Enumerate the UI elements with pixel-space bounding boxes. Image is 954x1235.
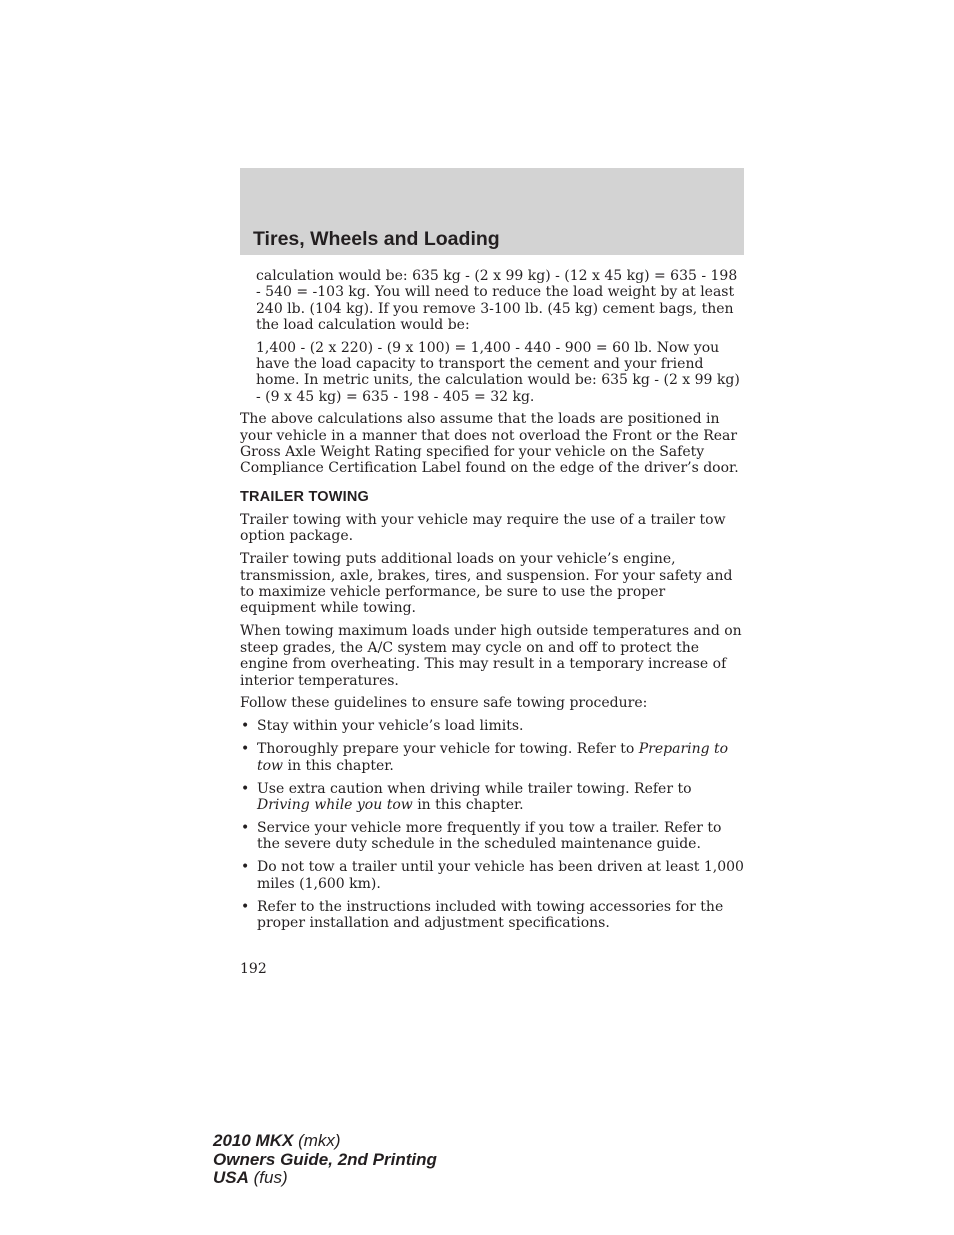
bullet-icon: • <box>241 819 250 836</box>
guidelines-list <box>240 718 744 931</box>
list-item <box>240 899 744 932</box>
bullet-icon: • <box>241 898 250 915</box>
chapter-title: Tires, Wheels and Loading <box>253 228 500 250</box>
footer-line-market <box>213 1169 437 1188</box>
footer-market-code: (fus) <box>253 1168 288 1187</box>
list-item-text: in this chapter. <box>283 757 394 774</box>
calculation-paragraph: calculation would be: 635 kg - (2 x 99 kg) - (12 x 45 kg) = 635 - 198 - 540 = -103 kg. You will need to reduce the load weight by at least 240 lb. (104 kg). If you remove 3-100 lb. (45 kg) cement bags, then the load calculation would be: <box>256 268 738 334</box>
page-number: 192 <box>240 961 267 977</box>
list-item <box>240 741 744 774</box>
body-paragraph: Trailer towing puts additional loads on your vehicle’s engine, transmission, axle, brakes, tires, and suspension. For your safety and to maximize vehicle performance, be sure to use the proper equipment while towing. <box>240 551 733 617</box>
list-item <box>240 781 744 814</box>
list-item-text: in this chapter. <box>412 796 524 813</box>
body-paragraph: Trailer towing with your vehicle may require the use of a trailer tow option package. <box>240 511 726 545</box>
bullet-icon: • <box>241 859 250 876</box>
body-paragraph: Follow these guidelines to ensure safe towing procedure: <box>240 695 648 712</box>
list-item <box>240 718 744 734</box>
footer-printing: Owners Guide, 2nd Printing <box>213 1149 437 1169</box>
section-heading: TRAILER TOWING <box>240 488 369 505</box>
calculation-paragraph-2: 1,400 - (2 x 220) - (9 x 100) = 1,400 - 440 - 900 = 60 lb. Now you have the load capacity to transport the cement and your friend home. In metric units, the calculation would be: 635 kg - (2 x 99 kg) - (9 x 45 kg) = 635 - 198 - 405 = 32 kg. <box>256 339 740 405</box>
list-item-text: Refer to the instructions included with towing accessories for the proper installation and adjustment specifications. <box>257 898 724 931</box>
list-item-text: Use extra caution when driving while trailer towing. Refer to <box>257 780 692 797</box>
footer-market: USA <box>213 1168 249 1187</box>
footer-line-model <box>213 1132 437 1151</box>
list-item-text: Stay within your vehicle’s load limits. <box>257 718 524 735</box>
page-content <box>240 268 744 938</box>
assumption-paragraph: The above calculations also assume that the loads are positioned in your vehicle in a manner that does not overload the Front or the Rear Gross Axle Weight Rating specified for your vehicle on the Safety Compliance Certification Label found on the edge of the driver’s door. <box>240 411 739 477</box>
chapter-header-band <box>240 168 744 255</box>
list-item <box>240 820 744 853</box>
footer-model-code: (mkx) <box>298 1131 341 1150</box>
cross-reference: Preparing to tow <box>257 741 729 774</box>
cross-reference: Driving while you tow <box>257 796 413 813</box>
footer-model: 2010 MKX <box>213 1131 294 1150</box>
bullet-icon: • <box>241 718 250 735</box>
bullet-icon: • <box>241 741 250 758</box>
bullet-icon: • <box>241 780 250 797</box>
body-paragraph: When towing maximum loads under high outside temperatures and on steep grades, the A/C system may cycle on and off to protect the engine from overheating. This may result in a temporary increase of interior temperatures. <box>240 623 742 689</box>
list-item-text: Service your vehicle more frequently if you tow a trailer. Refer to the severe duty schedule in the scheduled maintenance guide. <box>257 819 722 853</box>
list-item-text: Thoroughly prepare your vehicle for towing. Refer to <box>257 741 639 758</box>
list-item <box>240 859 744 892</box>
document-footer <box>213 1132 437 1188</box>
list-item-text: Do not tow a trailer until your vehicle has been driven at least 1,000 miles (1,600 km). <box>257 859 744 892</box>
